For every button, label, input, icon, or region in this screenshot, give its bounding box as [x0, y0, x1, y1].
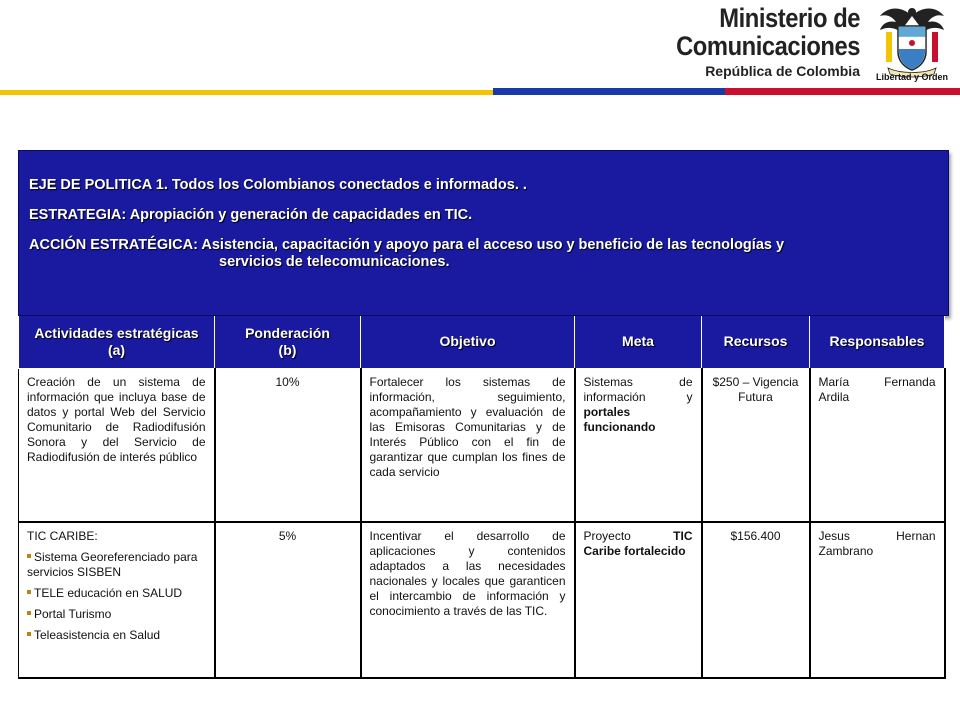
cell-actividad [19, 522, 215, 678]
header-actividades-label: Actividades estratégicas [34, 324, 199, 341]
accion-estrategica-text: ACCIÓN ESTRATÉGICA: Asistencia, capacitación y apoyo para el acceso uso y beneficio de las tecnologías y [29, 237, 785, 253]
logo-line-comunicaciones: Comunicaciones [676, 31, 860, 61]
activities-table [18, 316, 946, 679]
list-item: TELE educación en SALUD [27, 586, 206, 601]
table-row [19, 522, 945, 678]
list-item: Teleasistencia en Salud [27, 628, 206, 643]
cell-meta [575, 368, 702, 522]
actividad-title: TIC CARIBE: [27, 529, 98, 543]
cell-objetivo: Fortalecer los sistemas de información, seguimiento, acompañamiento y evaluación de las Emisoras Comunitarias y de Interés Público con el fin de garantizar que cumplan los fines de cada servicio [361, 368, 575, 522]
list-item: Sistema Georeferenciado para servicios SISBEN [27, 550, 206, 580]
flag-band-blue [493, 88, 725, 95]
cell-ponderacion: 10% [215, 368, 361, 522]
cell-meta [575, 522, 702, 678]
logo-line-republica: República de Colombia [705, 63, 860, 79]
header-ponderacion-label: Ponderación [245, 324, 330, 341]
cell-recursos: $250 – Vigencia Futura [702, 368, 810, 522]
policy-header-box [18, 150, 949, 316]
seal-motto: Libertad y Orden [876, 72, 949, 82]
cell-ponderacion: 5% [215, 522, 361, 678]
header-responsables: Responsables [810, 316, 945, 368]
cell-actividad: Creación de un sistema de información que incluya base de datos y portal Web del Servicio Comunitario de Radiodifusión Sonora y del Servicio de Radiodifusión de interés público [19, 368, 215, 522]
header-ponderacion [215, 316, 361, 368]
ministry-logo-text [651, 4, 860, 80]
flag-band-red [725, 88, 960, 95]
header-actividades [19, 316, 215, 368]
table-header-row [19, 316, 945, 368]
meta-text: Sistemas de información y [583, 374, 693, 404]
estrategia-text: ESTRATEGIA: Apropiación y generación de capacidades en TIC. [29, 207, 473, 223]
flag-band-yellow [0, 88, 493, 95]
eje-politica-text: EJE DE POLITICA 1. Todos los Colombianos conectados e informados. . [29, 177, 527, 193]
header-objetivo: Objetivo [361, 316, 575, 368]
cell-responsables: Jesus Hernan Zambrano [810, 522, 945, 678]
header-ponderacion-sub: (b) [278, 341, 297, 358]
meta-text: Proyecto [583, 529, 631, 543]
accion-estrategica-text-cont: servicios de telecomunicaciones. [219, 254, 450, 270]
meta-bold-text: portales funcionando [583, 404, 656, 434]
cell-objetivo: Incentivar el desarrollo de aplicaciones y contenidos adaptados a las necesidades nacionales y locales que garanticen el intercambio de información y conocimiento a través de las TIC. [361, 522, 575, 678]
cell-recursos: $156.400 [702, 522, 810, 678]
meta-bold-text: TIC Caribe fortalecido [583, 529, 693, 558]
header-actividades-sub: (a) [107, 341, 126, 358]
cell-responsables: María Fernanda Ardila [810, 368, 945, 522]
table-row [19, 368, 945, 522]
header-meta: Meta [575, 316, 702, 368]
header-recursos: Recursos [702, 316, 810, 368]
logo-line-ministerio: Ministerio de [719, 3, 860, 33]
list-item: Portal Turismo [27, 607, 206, 622]
